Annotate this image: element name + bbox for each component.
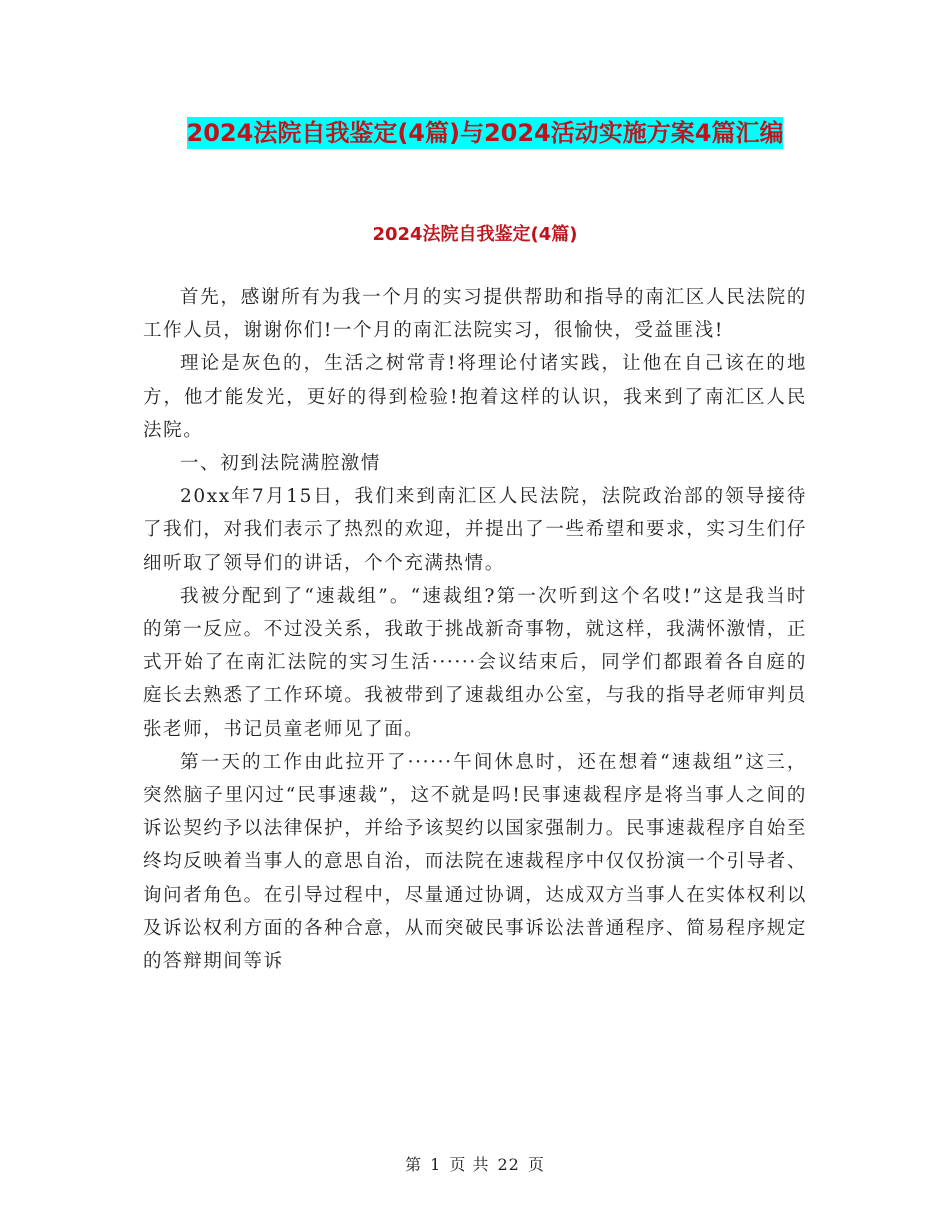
paragraph: 首先，感谢所有为我一个月的实习提供帮助和指导的南汇区人民法院的工作人员，谢谢你们!一个月的南汇法院实习，很愉快，受益匪浅! [143, 287, 807, 342]
section-heading: 一、初到法院满腔激情 [180, 453, 382, 475]
document-title-text: 2024法院自我鉴定(4篇)与2024活动实施方案4篇汇编 [186, 119, 784, 147]
page-label-prefix: 第 [405, 1155, 423, 1174]
paragraph: 我被分配到了“速裁组”。“速裁组?第一次听到这个名哎!”这是我当时的第一反应。不过没关系，我敢于挑战新奇事物，就这样，我满怀激情，正式开始了在南汇法院的实习生活······会议结束后，同学们都跟着各自庭的庭长去熟悉了工作环境。我被带到了速裁组办公室，与我的指导老师审判员张老师，书记员童老师见了面。 [143, 585, 807, 740]
paragraph: 第一天的工作由此拉开了······午间休息时，还在想着“速裁组”这三，突然脑子里闪过“民事速裁”，这不就是吗!民事速裁程序是将当事人之间的诉讼契约予以法律保护，并给予该契约以国家强制力。民事速裁程序自始至终均反映着当事人的意思自治，而法院在速裁程序中仅仅扮演一个引导者、询问者角色。在引导过程中，尽量通过协调，达成双方当事人在实体权利以及诉讼权利方面的各种合意，从而突破民事诉讼法普通程序、简易程序规定的答辩期间等诉 [143, 751, 807, 973]
page-number: 1 [430, 1155, 442, 1174]
page-label-mid: 页 共 [449, 1155, 490, 1174]
section-title: 2024法院自我鉴定(4篇) [372, 224, 578, 245]
page-footer [0, 1152, 950, 1175]
total-pages: 22 [497, 1155, 520, 1174]
page-label-suffix: 页 [527, 1155, 545, 1174]
document-body [143, 281, 807, 978]
paragraph: 20xx年7月15日，我们来到南汇区人民法院，法院政治部的领导接待了我们，对我们表示了热烈的欢迎，并提出了一些希望和要求，实习生们仔细听取了领导们的讲话，个个充满热情。 [143, 486, 807, 574]
document-title [145, 112, 825, 154]
paragraph: 理论是灰色的，生活之树常青!将理论付诸实践，让他在自己该在的地方，他才能发光，更好的得到检验!抱着这样的认识，我来到了南汇区人民法院。 [143, 353, 807, 441]
